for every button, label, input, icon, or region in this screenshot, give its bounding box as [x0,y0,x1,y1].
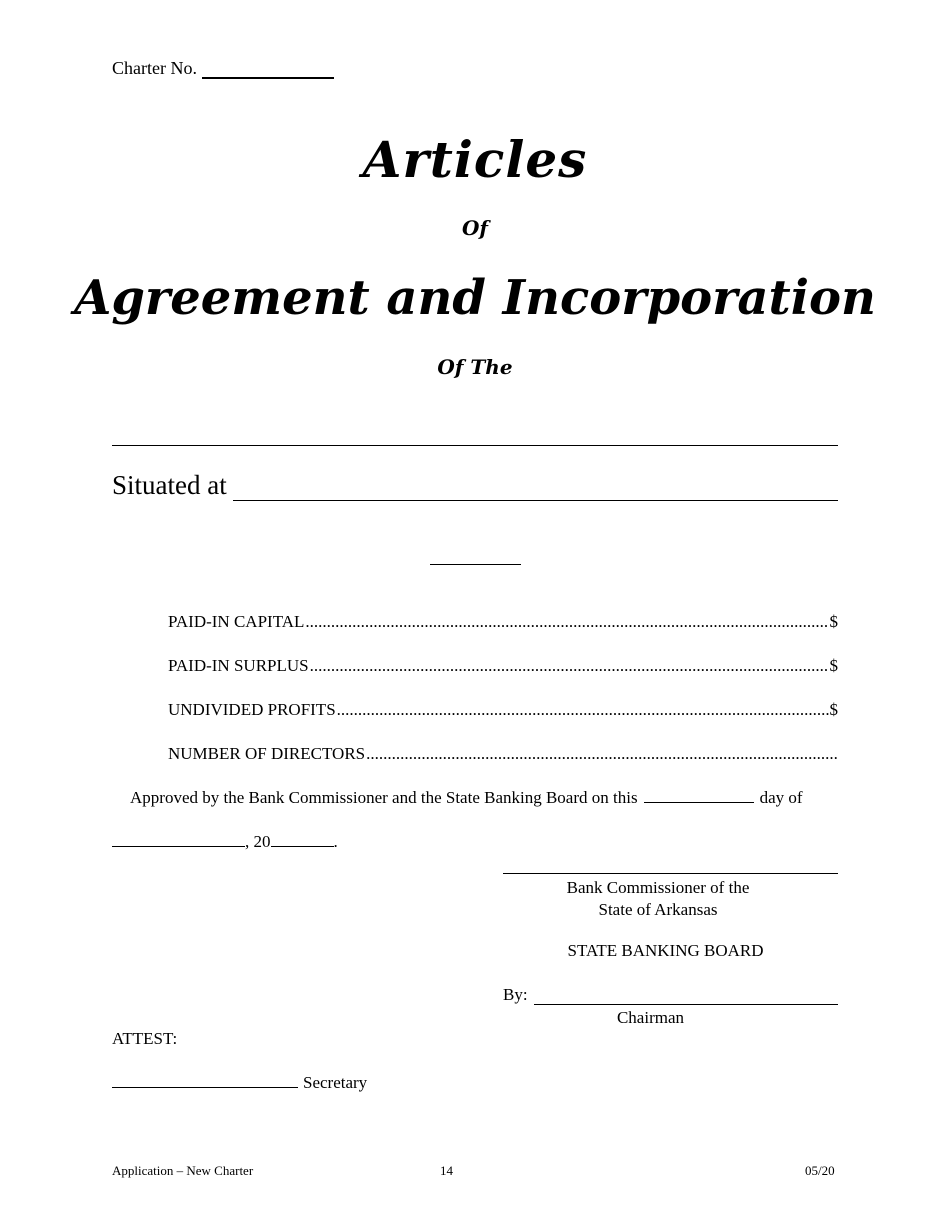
title-of-the: Of The [437,355,513,379]
day-of-text: day of [759,788,803,807]
charter-number-label: Charter No. [112,58,197,78]
year-prefix: , 20 [245,832,271,851]
secretary-signature-field [112,1073,367,1093]
by-label: By: [503,985,528,1004]
month-blank [112,832,245,847]
commissioner-signature-line [503,873,838,874]
dollar-sign: $ [829,656,838,675]
charter-number-blank [202,61,334,79]
undivided-profits-row [168,700,838,720]
bank-name-blank-line [112,445,838,446]
approval-date-line [112,832,338,852]
secretary-label: Secretary [303,1073,368,1092]
dot-leader [366,744,837,764]
year-blank [271,832,334,847]
footer-document-name: Application – New Charter [112,1163,254,1178]
footer-page-number: 14 [440,1163,453,1178]
dollar-sign: $ [829,700,838,719]
dollar-sign: $ [829,612,838,631]
section-divider [430,564,521,565]
secretary-signature-line [112,1073,298,1088]
number-of-directors-label: NUMBER OF DIRECTORS [168,744,366,763]
paid-in-capital-label: PAID-IN CAPITAL [168,612,305,631]
title-of: Of [461,216,489,240]
approval-text: Approved by the Bank Commissioner and the State Banking Board on this [130,788,638,807]
commissioner-title [503,877,813,921]
footer-revision-date: 05/20 [805,1163,835,1178]
chairman-signature-field [503,985,838,1005]
dot-leader [305,612,828,632]
approval-statement [130,788,838,808]
situated-at-field [112,470,838,501]
title-agreement-and-incorporation: Agreement and Incorporation [74,270,876,326]
year-suffix: . [333,832,338,851]
title-articles: Articles [362,130,588,189]
commissioner-line-2: State of Arkansas [598,900,718,919]
undivided-profits-label: UNDIVIDED PROFITS [168,700,336,719]
number-of-directors-row [168,744,838,764]
state-banking-board-heading: STATE BANKING BOARD [567,941,764,960]
chairman-signature-line [534,988,838,1005]
dot-leader [337,700,829,720]
commissioner-line-1: Bank Commissioner of the [566,878,750,897]
charter-number-field [112,58,334,79]
chairman-label: Chairman [616,1008,685,1027]
paid-in-capital-row [168,612,838,632]
paid-in-surplus-row [168,656,838,676]
situated-at-label: Situated at [112,470,227,500]
day-blank [644,788,754,803]
paid-in-surplus-label: PAID-IN SURPLUS [168,656,309,675]
dot-leader [310,656,829,676]
attest-label: ATTEST: [112,1029,178,1048]
situated-at-blank [233,476,838,501]
